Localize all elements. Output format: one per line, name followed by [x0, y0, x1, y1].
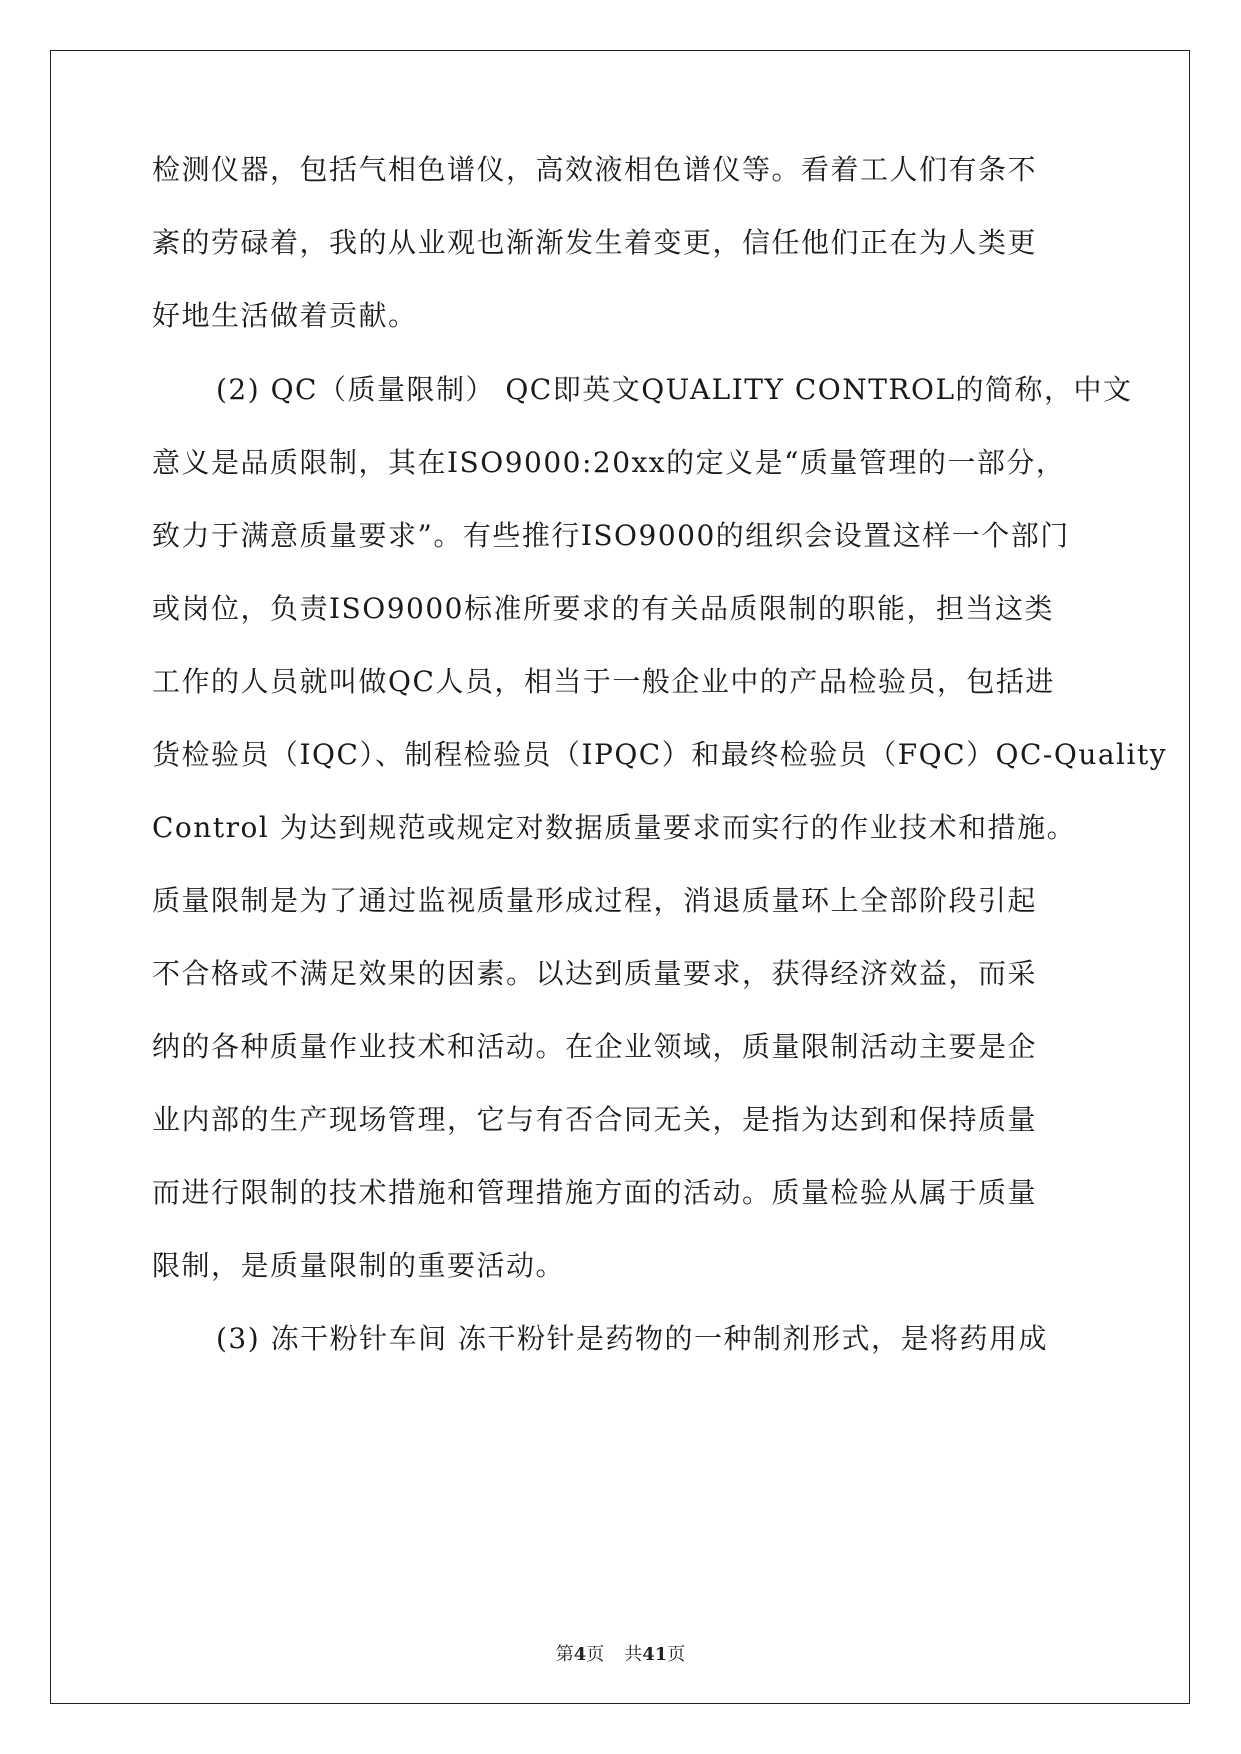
- text-line: 而进行限制的技术措施和管理措施方面的活动。质量检验从属于质量: [152, 1176, 1038, 1209]
- text-line: 不合格或不满足效果的因素。以达到质量要求，获得经济效益，而采: [152, 957, 1038, 990]
- total-suffix: 页: [667, 1644, 686, 1665]
- text-line: 致力于满意质量要求”。有些推行ISO9000的组织会设置这样一个部门: [152, 519, 1070, 552]
- text-line: 货检验员（IQC）、制程检验员（IPQC）和最终检验员（FQC）QC-Quality: [152, 738, 1168, 771]
- text-line: 限制，是质量限制的重要活动。: [152, 1249, 566, 1282]
- paragraph-3-heading-line: (3) 冻干粉针车间 冻干粉针是药物的一种制剂形式，是将药用成: [216, 1322, 1048, 1355]
- page-footer: [0, 1640, 1241, 1666]
- text-line: 意义是品质限制，其在ISO9000:20xx的定义是“质量管理的一部分，: [152, 446, 1066, 479]
- total-pages: 41: [642, 1644, 668, 1665]
- total-prefix: 共: [624, 1644, 643, 1665]
- text-line: 或岗位，负责ISO9000标准所要求的有关品质限制的职能，担当这类: [152, 592, 1054, 625]
- text-line: Control 为达到规范或规定对数据质量要求而实行的作业技术和措施。: [152, 811, 1077, 844]
- page-number: 4: [573, 1644, 587, 1665]
- text-line: 质量限制是为了通过监视质量形成过程，消退质量环上全部阶段引起: [152, 884, 1038, 917]
- text-line: 紊的劳碌着，我的从业观也渐渐发生着变更，信任他们正在为人类更: [152, 226, 1038, 259]
- text-line: 工作的人员就叫做QC人员，相当于一般企业中的产品检验员，包括进: [152, 665, 1055, 698]
- text-line: 纳的各种质量作业技术和活动。在企业领域，质量限制活动主要是企: [152, 1030, 1038, 1063]
- text-line: 好地生活做着贡献。: [152, 299, 418, 332]
- page-suffix: 页: [586, 1644, 605, 1665]
- paragraph-2-heading-line: (2) QC（质量限制） QC即英文QUALITY CONTROL的简称，中文: [216, 373, 1133, 406]
- text-line: 检测仪器，包括气相色谱仪，高效液相色谱仪等。看着工人们有条不: [152, 153, 1038, 186]
- text-line: 业内部的生产现场管理，它与有否合同无关，是指为达到和保持质量: [152, 1103, 1038, 1136]
- page-prefix: 第: [555, 1644, 574, 1665]
